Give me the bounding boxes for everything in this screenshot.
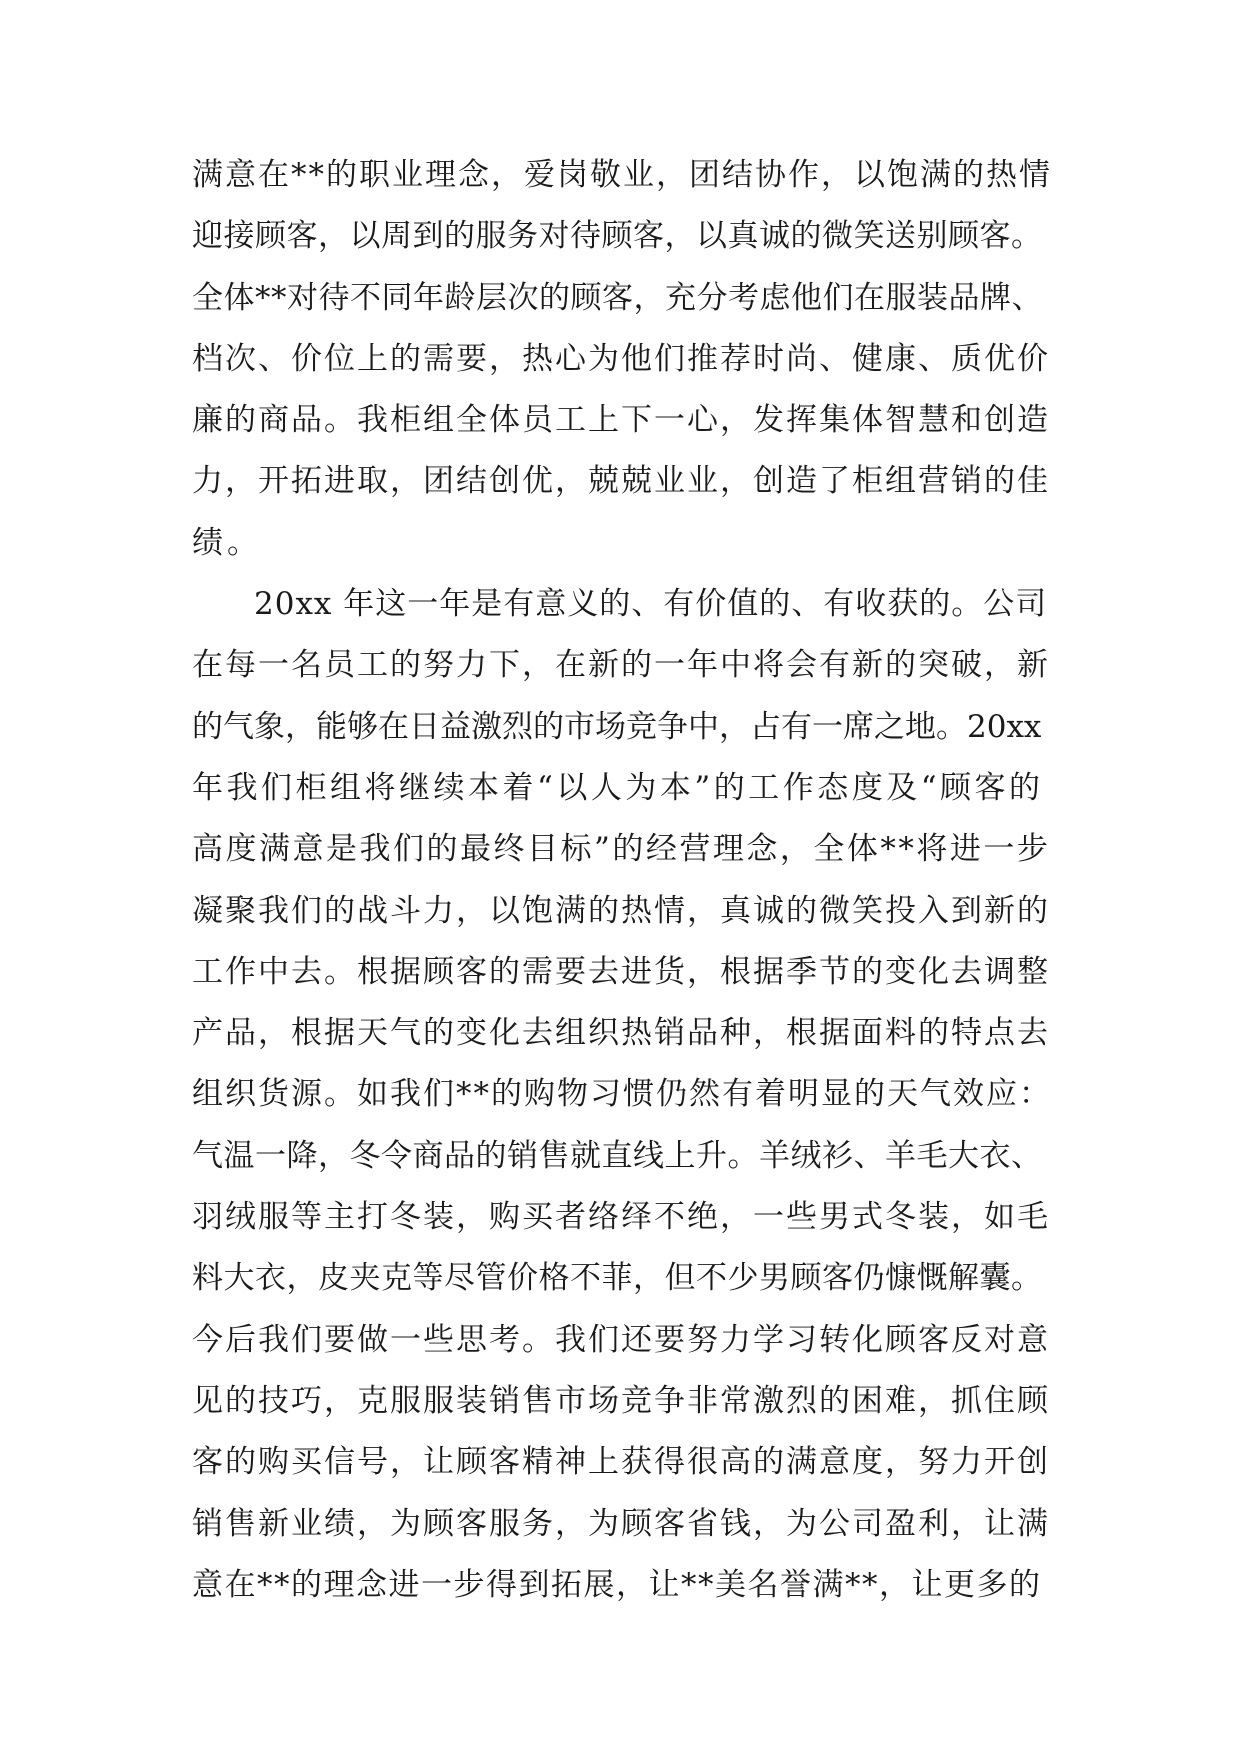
text-line: 廉的商品。我柜组全体员工上下一心，发挥集体智慧和创造 (192, 402, 1050, 439)
text-line: 销售新业绩，为顾客服务，为顾客省钱，为公司盈利，让满 (192, 1505, 1050, 1542)
text-line: 力，开拓进取，团结创优，兢兢业业，创造了柜组营销的佳 (192, 463, 1050, 500)
text-line: 今后我们要做一些思考。我们还要努力学习转化顾客反对意 (192, 1321, 1050, 1358)
text-line: 绩。 (192, 524, 262, 561)
text-line: 满意在**的职业理念，爱岗敬业，团结协作，以饱满的热情 (192, 157, 1052, 193)
document-body (192, 145, 1052, 1616)
text-line: 在每一名员工的努力下，在新的一年中将会有新的突破，新 (192, 647, 1050, 684)
text-line: 工作中去。根据顾客的需要去进货，根据季节的变化去调整 (192, 953, 1050, 990)
text-line: 全体**对待不同年龄层次的顾客，充分考虑他们在服装品牌、 (192, 279, 1043, 316)
text-line: 20xx 年这一年是有意义的、有价值的、有收获的。公司 (254, 586, 1048, 623)
text-line: 迎接顾客，以周到的服务对待顾客，以真诚的微笑送别顾客。 (192, 218, 1043, 255)
text-line: 客的购买信号，让顾客精神上获得很高的满意度，努力开创 (192, 1444, 1050, 1481)
text-line: 产品，根据天气的变化去组织热销品种，根据面料的特点去 (192, 1015, 1050, 1052)
text-line: 料大衣，皮夹克等尽管价格不菲，但不少男顾客仍慷慨解囊。 (192, 1260, 1043, 1297)
text-line: 凝聚我们的战斗力，以饱满的热情，真诚的微笑投入到新的 (192, 892, 1050, 929)
text-line: 的气象，能够在日益激烈的市场竞争中，占有一席之地。20xx (192, 708, 1042, 745)
text-line: 年我们柜组将继续本着“以人为本”的工作态度及“顾客的 (192, 769, 1044, 806)
paragraph-2 (192, 574, 1052, 1616)
text-line: 组织货源。如我们**的购物习惯仍然有着明显的天气效应： (192, 1076, 1052, 1113)
text-line: 档次、价位上的需要，热心为他们推荐时尚、健康、质优价 (192, 340, 1050, 377)
text-line: 高度满意是我们的最终目标”的经营理念，全体**将进一步 (192, 831, 1051, 868)
text-line: 气温一降，冬令商品的销售就直线上升。羊绒衫、羊毛大衣、 (192, 1137, 1043, 1174)
text-line: 羽绒服等主打冬装，购买者络绎不绝，一些男式冬装，如毛 (192, 1199, 1050, 1236)
paragraph-1 (192, 145, 1052, 574)
text-line: 见的技巧，克服服装销售市场竞争非常激烈的困难，抓住顾 (192, 1382, 1050, 1419)
text-line: 意在**的理念进一步得到拓展，让**美名誉满**，让更多的 (192, 1566, 1042, 1603)
